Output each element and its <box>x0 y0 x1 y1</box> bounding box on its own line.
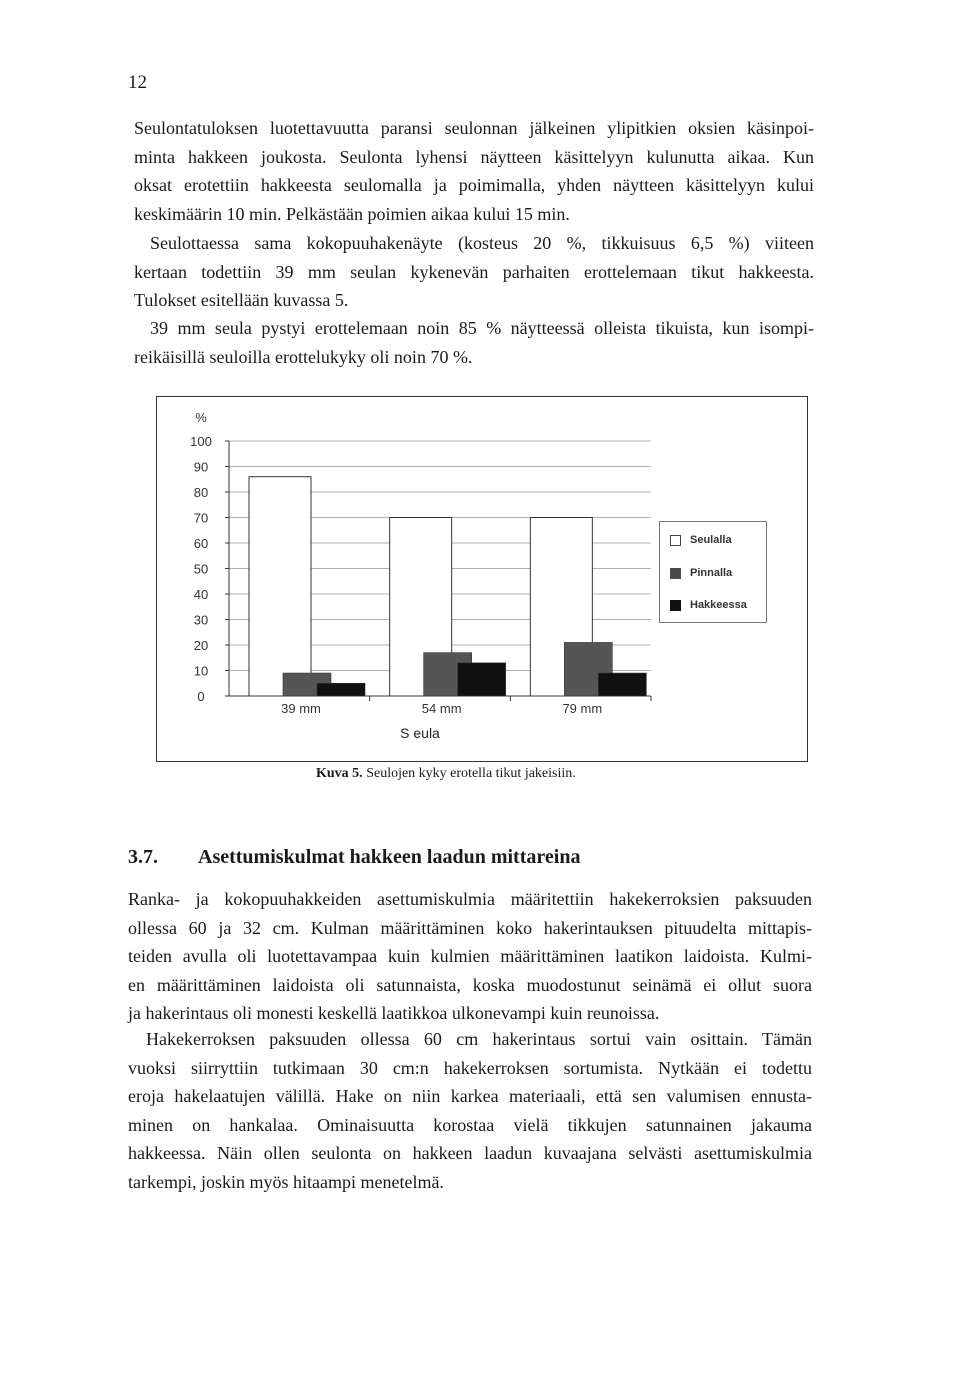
section-number: 3.7. <box>128 846 158 868</box>
text-line: reikäisillä seuloilla erottelukyky oli noin 70 %. <box>134 346 473 367</box>
figure-caption <box>316 766 576 782</box>
text-line: teiden avulla oli luotettavampaa kuin kulmien määrittäminen laatikon laidoista. Kulmi- <box>128 946 812 967</box>
text-line: vuoksi siirryttiin tutkimaan 30 cm:n hakekerroksen sortumista. Nytkään ei todettu <box>128 1057 812 1078</box>
text-line: 39 mm seula pystyi erottelemaan noin 85 % näytteessä olleista tikuista, kun isompi- <box>150 318 814 338</box>
page-number: 12 <box>128 72 147 93</box>
y-tick-label: 60 <box>193 536 209 551</box>
text-line: Seulontatuloksen luotettavuutta paransi seulonnan jälkeinen ylipitkien oksien käsinpoi- <box>134 118 814 138</box>
text-line: minta hakkeen joukosta. Seulonta lyhensi näytteen käsittelyyn kulunutta aikaa. Kun <box>134 146 814 167</box>
text-line: minen on hankalaa. Ominaisuutta korostaa vielä tikkujen satunnainen jakauma <box>128 1114 812 1135</box>
bar-hakkeessa <box>458 663 506 696</box>
caption-text: Seulojen kyky erotella tikut jakeisiin. <box>366 766 576 781</box>
y-tick-label: 20 <box>193 638 209 653</box>
section-title: Asettumiskulmat hakkeen laadun mittareina <box>198 846 581 868</box>
legend-swatch-hakkeessa <box>670 600 681 611</box>
figure-5-chart <box>156 396 808 762</box>
legend-swatch-pinnalla <box>670 568 681 579</box>
bar-hakkeessa <box>598 673 646 696</box>
y-tick-label: 100 <box>190 434 212 449</box>
y-tick-label: 30 <box>193 612 209 628</box>
paragraph-3 <box>134 314 814 371</box>
legend-item-seulalla <box>670 532 732 548</box>
y-tick-label: 10 <box>193 663 209 679</box>
y-tick-label: 80 <box>193 485 209 500</box>
x-tick-label: 39 mm <box>281 701 321 716</box>
bar-seulalla <box>249 477 311 696</box>
y-tick-label: 50 <box>193 561 209 577</box>
legend-swatch-seulalla <box>670 535 681 546</box>
bar-hakkeessa <box>317 683 365 696</box>
x-tick-label: 54 mm <box>421 701 462 716</box>
chart-legend <box>659 521 767 623</box>
legend-item-hakkeessa <box>670 597 747 613</box>
y-tick-label: 0 <box>197 689 205 704</box>
legend-label: Seulalla <box>690 534 732 546</box>
text-line: keskimäärin 10 min. Pelkästään poimien aikaa kului 15 min. <box>134 203 570 224</box>
caption-label: Kuva 5. <box>316 766 363 781</box>
text-line: ja hakerintaus oli monesti keskellä laatikkoa ulkonevampi kuin reunoissa. <box>128 1003 660 1024</box>
text-line: en määrittäminen laidoista oli satunnaista, koska muodostunut seinämä ei ollut suora <box>128 974 812 995</box>
y-tick-label: 70 <box>193 510 209 526</box>
text-line: ollessa 60 ja 32 cm. Kulman määrittäminen koko hakerintauksen pituudelta mittapis- <box>128 917 812 938</box>
paragraph-1 <box>134 114 814 228</box>
y-tick-label: 90 <box>193 459 209 475</box>
y-tick-label: 40 <box>193 587 209 602</box>
section-paragraph-2 <box>128 1025 812 1197</box>
section-paragraph-1 <box>128 885 812 1028</box>
text-line: tarkempi, joskin myös hitaampi menetelmä. <box>128 1171 444 1192</box>
x-axis-label: S eula <box>400 725 440 741</box>
text-line: Ranka- ja kokopuuhakkeiden asettumiskulmia määritettiin hakekerroksien paksuuden <box>128 889 812 909</box>
text-line: Seulottaessa sama kokopuuhakenäyte (kosteus 20 %, tikkuisuus 6,5 %) viiteen <box>150 233 814 253</box>
paragraph-2 <box>134 229 814 315</box>
text-line: eroja hakelaatujen välillä. Hake on niin karkea materiaali, että sen valumisen ennusta- <box>128 1086 812 1107</box>
legend-label: Hakkeessa <box>690 599 747 611</box>
x-tick-label: 79 mm <box>562 701 603 716</box>
legend-item-pinnalla <box>670 565 732 581</box>
text-line: Tulokset esitellään kuvassa 5. <box>134 290 349 311</box>
y-axis-label: % <box>195 410 207 425</box>
legend-label: Pinnalla <box>690 567 733 579</box>
text-line: oksat erotettiin hakkeesta seulomalla ja poimimalla, yhden näytteen käsittelyyn kului <box>134 175 814 196</box>
text-line: Hakekerroksen paksuuden ollessa 60 cm hakerintaus sortui vain osittain. Tämän <box>146 1029 812 1049</box>
text-line: kertaan todettiin 39 mm seulan kykenevän parhaiten erottelemaan tikut hakkeesta. <box>134 261 814 282</box>
section-heading <box>128 846 580 869</box>
text-line: hakkeessa. Näin ollen seulonta on hakkeen laadun kuvaajana selvästi asettumiskulmia <box>128 1143 812 1164</box>
